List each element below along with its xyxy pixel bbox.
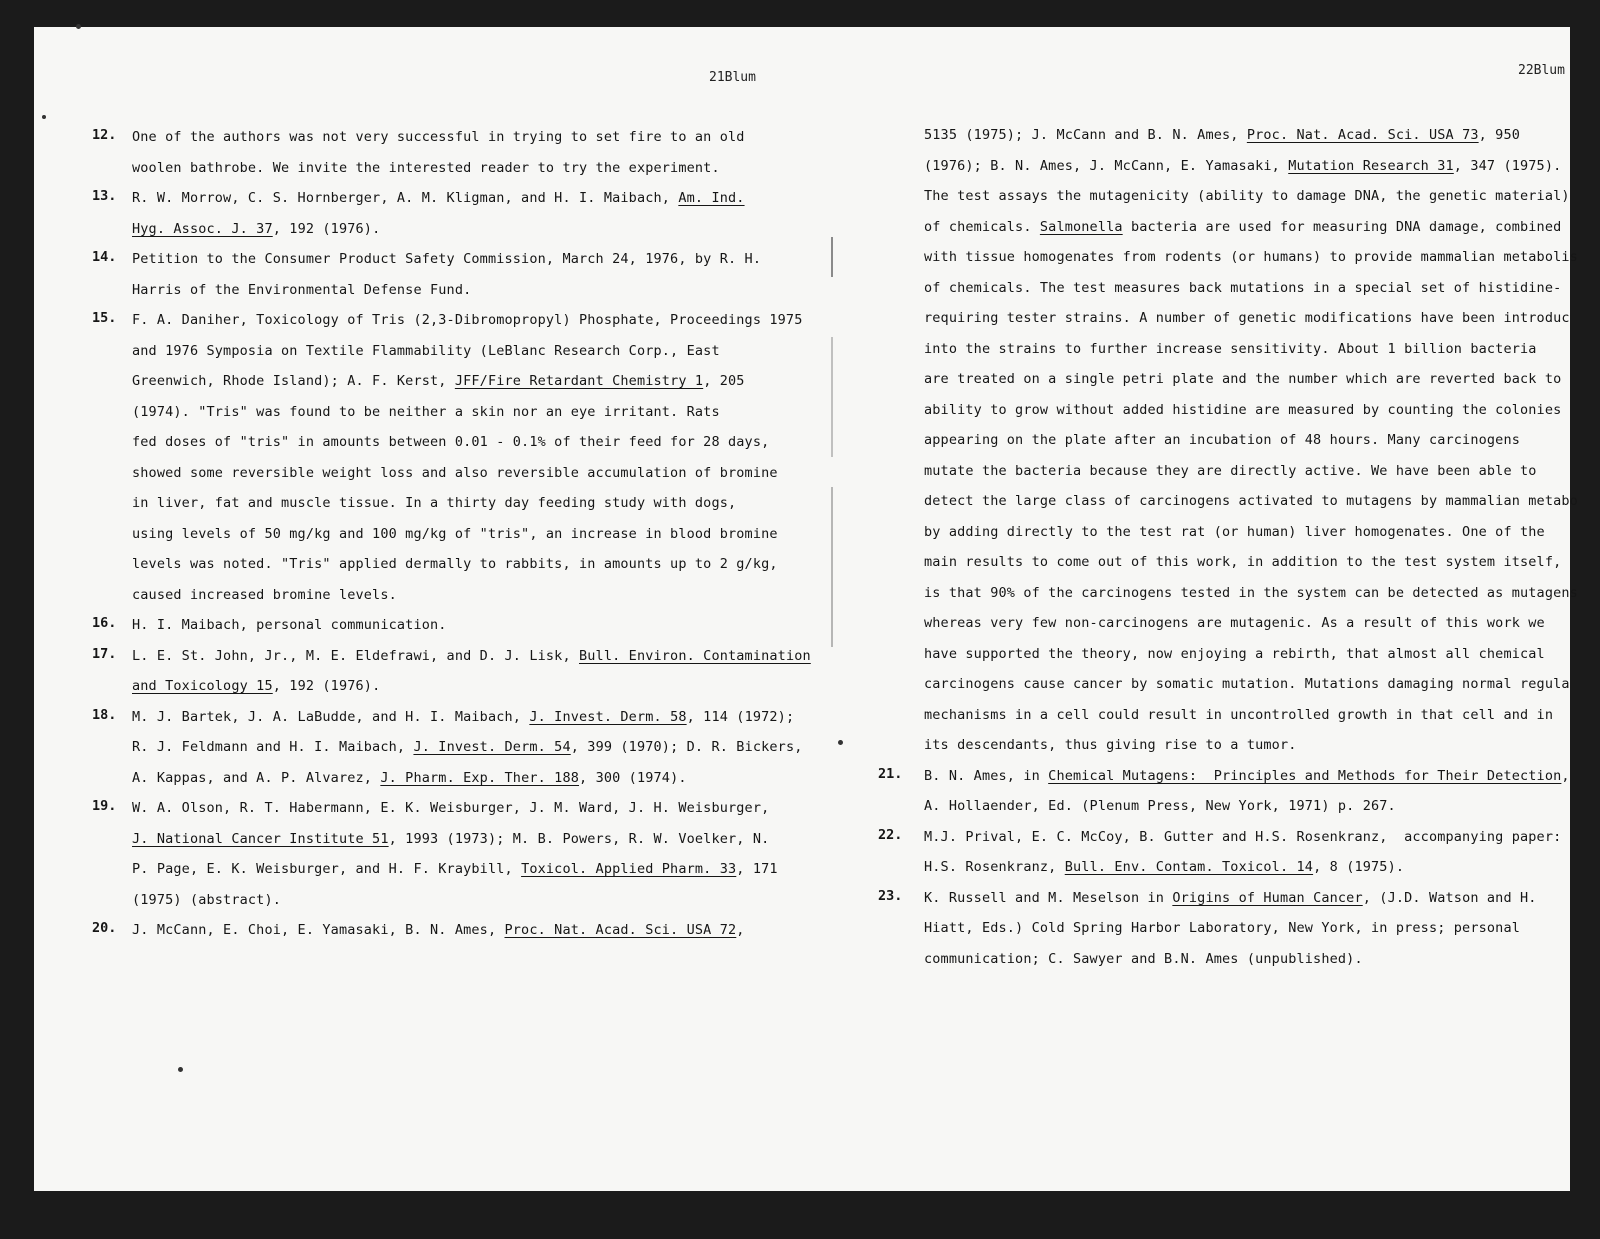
text-run: , 300 (1974). [579, 769, 687, 786]
text-run: Harris of the Environmental Defense Fund. [132, 281, 472, 298]
text-line [92, 824, 772, 855]
text-line [882, 639, 1558, 670]
reference-number: 15. [92, 310, 117, 326]
text-line [92, 458, 778, 489]
text-run: 5135 (1975); J. McCann and B. N. Ames, [924, 127, 1247, 143]
reference-number: 12. [92, 127, 117, 143]
text-line [92, 702, 795, 733]
text-line [92, 671, 772, 702]
reference-entry [878, 883, 1558, 975]
speck-mark [76, 24, 81, 29]
text-line [882, 608, 1558, 639]
citation-underlined: Origins of Human Cancer [1172, 889, 1363, 906]
text-line [882, 547, 1562, 578]
text-run: and 1976 Symposia on Textile Flammability (LeBlanc Research Corp., East [132, 342, 720, 359]
text-line [882, 883, 1558, 914]
reference-number: 19. [92, 798, 117, 814]
citation-underlined: Chemical Mutagens: Principles and Methods for Their Detection [1048, 767, 1562, 784]
text-line [92, 793, 772, 824]
text-run: H. I. Maibach, personal communication. [132, 617, 447, 633]
text-line [882, 364, 1562, 395]
text-run: H.S. Rosenkranz, [924, 859, 1065, 875]
speck-mark [42, 115, 46, 119]
page-fold-mark [831, 237, 833, 277]
text-line [882, 120, 1558, 151]
text-line [882, 791, 1558, 822]
text-run: of chemicals. [924, 218, 1040, 235]
citation-underlined: Am. Ind. [678, 190, 745, 206]
citation-underlined: J. Invest. Derm. 54 [413, 739, 571, 755]
page-fold-mark [831, 337, 833, 457]
text-run: showed some reversible weight loss and also reversible accumulation of bromine [132, 464, 778, 481]
text-run: have supported the theory, now enjoying a rebirth, that almost all chemical [924, 645, 1545, 662]
text-run: R. J. Feldmann and H. I. Maibach, [132, 739, 414, 755]
text-line [882, 517, 1558, 548]
text-line [92, 397, 772, 428]
citation-underlined: J. National Cancer Institute 51 [132, 830, 389, 847]
text-line [92, 915, 772, 946]
text-run: , 171 [736, 861, 778, 877]
text-run: in liver, fat and muscle tissue. In a thirty day feeding study with dogs, [132, 495, 737, 511]
left-page-number: 21Blum [709, 70, 756, 85]
left-reference-column [92, 122, 811, 946]
text-run: Hiatt, Eds.) Cold Spring Harbor Laboratory, New York, in press; personal [924, 920, 1520, 936]
text-line [882, 212, 1562, 243]
citation-underlined: Toxicol. Applied Pharm. 33 [521, 861, 737, 877]
text-run: W. A. Olson, R. T. Habermann, E. K. Weisburger, J. M. Ward, J. H. Weisburger, [132, 800, 770, 816]
text-line [882, 852, 1558, 883]
text-line [92, 885, 772, 916]
text-run: levels was noted. "Tris" applied dermally to rabbits, in amounts up to 2 g/kg, [132, 556, 778, 572]
text-line [882, 730, 1558, 761]
reference-number: 16. [92, 615, 117, 631]
citation-underlined: J. Invest. Derm. 58 [529, 708, 687, 725]
text-run: , [1561, 767, 1570, 784]
text-line [882, 486, 1578, 517]
text-run: (1976); B. N. Ames, J. McCann, E. Yamasaki, [924, 157, 1289, 174]
text-line [92, 305, 803, 336]
citation-underlined: Bull. Environ. Contamination [579, 647, 811, 664]
reference-number: 21. [878, 765, 903, 782]
text-line [92, 122, 772, 153]
citation-underlined: Salmonella [1039, 218, 1123, 235]
text-line [882, 273, 1562, 304]
text-line [882, 700, 1558, 731]
citation-underlined: J. Pharm. Exp. Ther. 188 [380, 769, 580, 786]
reference-entry [92, 641, 811, 702]
right-reference-column [878, 120, 1578, 974]
text-run: P. Page, E. K. Weisburger, and H. F. Kraybill, [132, 861, 522, 877]
text-run: detect the large class of carcinogens activated to mutagens by mammalian metabo [924, 493, 1578, 509]
reference-entry [92, 793, 778, 915]
reference-entry [92, 915, 772, 946]
text-run: , 1993 (1973); M. B. Powers, R. W. Voelker, N. [388, 830, 770, 847]
text-run: its descendants, thus giving rise to a tumor. [924, 737, 1297, 753]
text-line [92, 854, 778, 885]
text-run: (1975) (abstract). [132, 891, 281, 908]
reference-entry [92, 122, 772, 183]
text-run: caused increased bromine levels. [132, 586, 397, 603]
text-run: , 8 (1975). [1313, 859, 1405, 875]
right-reference-list [878, 761, 1570, 975]
text-line [882, 242, 1578, 273]
text-run: The test assays the mutagenicity (ability to damage DNA, the genetic material) [924, 188, 1570, 204]
text-line [92, 153, 772, 184]
reference-number: 20. [92, 920, 117, 936]
text-run: , (J.D. Watson and H. [1362, 889, 1537, 906]
text-line [882, 822, 1562, 853]
text-run: appearing on the plate after an incubation of 48 hours. Many carcinogens [924, 432, 1520, 448]
text-run: using levels of 50 mg/kg and 100 mg/kg of "tris", an increase in blood bromine [132, 525, 778, 542]
reference-number: 14. [92, 249, 117, 265]
text-run: mutate the bacteria because they are directly active. We have been able to [924, 462, 1537, 479]
text-run: of chemicals. The test measures back mutations in a special set of histidine- [924, 279, 1562, 296]
text-line [92, 519, 778, 550]
citation-underlined: JFF/Fire Retardant Chemistry 1 [454, 373, 704, 389]
reference-entry [92, 183, 772, 244]
reference-entry [92, 702, 803, 794]
reference-number: 18. [92, 706, 117, 723]
speck-mark [178, 1067, 183, 1072]
text-run: F. A. Daniher, Toxicology of Tris (2,3-Dibromopropyl) Phosphate, Proceedings 1975 [132, 312, 803, 328]
text-run: fed doses of "tris" in amounts between 0.01 - 0.1% of their feed for 28 days, [132, 434, 770, 450]
citation-underlined: Mutation Research 31 [1288, 157, 1454, 174]
text-run: with tissue homogenates from rodents (or humans) to provide mammalian metabolis [924, 249, 1578, 265]
text-run: , 347 (1975). [1453, 157, 1562, 174]
reference-number: 17. [92, 645, 117, 662]
text-line [92, 610, 772, 641]
text-line [92, 366, 772, 397]
text-line [882, 334, 1558, 365]
right-page-number: 22Blum [1518, 63, 1565, 78]
text-line [882, 944, 1558, 975]
reference-number: 23. [878, 887, 903, 904]
continued-note-20 [882, 120, 1578, 761]
text-line [92, 183, 772, 214]
text-run: , 399 (1970); D. R. Bickers, [570, 739, 803, 755]
text-run: carcinogens cause cancer by somatic mutation. Mutations damaging normal regula [924, 676, 1570, 692]
reference-number: 13. [92, 188, 117, 204]
page-fold-mark [831, 487, 833, 647]
text-line [92, 732, 803, 763]
text-run: A. Kappas, and A. P. Alvarez, [132, 769, 381, 786]
citation-underlined: Bull. Env. Contam. Toxicol. 14 [1064, 859, 1314, 875]
text-run: B. N. Ames, in [924, 767, 1049, 784]
text-line [92, 336, 772, 367]
reference-entry [92, 610, 772, 641]
text-run: , [736, 922, 745, 938]
text-line [882, 578, 1578, 609]
text-run: whereas very few non-carcinogens are mutagenic. As a result of this work we [924, 615, 1545, 631]
text-line [882, 151, 1562, 182]
citation-underlined: Hyg. Assoc. J. 37 [132, 220, 273, 237]
text-line [882, 913, 1558, 944]
citation-underlined: Proc. Nat. Acad. Sci. USA 73 [1246, 127, 1479, 143]
text-run: , 950 [1478, 127, 1521, 143]
text-run: ability to grow without added histidine are measured by counting the colonies [924, 401, 1562, 418]
text-line [882, 395, 1562, 426]
text-run: L. E. St. John, Jr., M. E. Eldefrawi, and D. J. Lisk, [132, 647, 579, 664]
text-run: into the strains to further increase sensitivity. About 1 billion bacteria [924, 340, 1537, 357]
reference-entry [878, 822, 1562, 883]
text-run: by adding directly to the test rat (or human) liver homogenates. One of the [924, 523, 1545, 540]
text-run: , 205 [703, 373, 745, 389]
text-line [882, 456, 1558, 487]
text-line [92, 275, 772, 306]
text-run: is that 90% of the carcinogens tested in the system can be detected as mutagens [924, 584, 1578, 601]
text-line [92, 641, 811, 672]
reference-entry [92, 244, 772, 305]
text-run: M.J. Prival, E. C. McCoy, B. Gutter and H.S. Rosenkranz, accompanying paper: [924, 828, 1562, 845]
text-line [882, 425, 1558, 456]
text-run: R. W. Morrow, C. S. Hornberger, A. M. Kligman, and H. I. Maibach, [132, 190, 679, 206]
citation-underlined: Proc. Nat. Acad. Sci. USA 72 [504, 922, 737, 938]
text-run: Greenwich, Rhode Island); A. F. Kerst, [132, 373, 455, 389]
text-line [92, 214, 772, 245]
text-run: main results to come out of this work, in addition to the test system itself, [924, 554, 1562, 570]
text-run: K. Russell and M. Meselson in [924, 889, 1173, 906]
text-run: communication; C. Sawyer and B.N. Ames (unpublished). [924, 950, 1363, 967]
text-line [92, 244, 772, 275]
text-line [92, 488, 772, 519]
text-run: mechanisms in a cell could result in uncontrolled growth in that cell and in [924, 706, 1554, 723]
text-run: , 114 (1972); [686, 708, 795, 725]
text-line [92, 580, 772, 611]
reference-entry [92, 305, 803, 610]
text-run: , 192 (1976). [272, 678, 381, 694]
text-run: J. McCann, E. Choi, E. Yamasaki, B. N. Ames, [132, 922, 505, 938]
document-sheet [34, 27, 1578, 1191]
reference-number: 22. [878, 826, 903, 843]
text-run: are treated on a single petri plate and the number which are reverted back to [924, 371, 1562, 387]
text-run: bacteria are used for measuring DNA damage, combined [1122, 218, 1562, 235]
text-run: A. Hollaender, Ed. (Plenum Press, New York, 1971) p. 267. [924, 798, 1396, 814]
text-run: (1974). "Tris" was found to be neither a skin nor an eye irritant. Rats [132, 403, 720, 420]
text-line [92, 549, 778, 580]
text-line [882, 181, 1570, 212]
text-line [92, 427, 772, 458]
text-run: , 192 (1976). [272, 220, 381, 237]
text-run: woolen bathrobe. We invite the interested reader to try the experiment. [132, 159, 720, 176]
text-run: M. J. Bartek, J. A. LaBudde, and H. I. Maibach, [132, 708, 530, 725]
citation-underlined: and Toxicology 15 [132, 678, 273, 694]
text-run: Petition to the Consumer Product Safety Commission, March 24, 1976, by R. H. [132, 251, 762, 267]
text-line [882, 303, 1570, 334]
speck-mark [838, 740, 843, 745]
text-run: One of the authors was not very successful in trying to set fire to an old [132, 129, 745, 145]
text-line [92, 763, 772, 794]
text-line [882, 669, 1570, 700]
text-line [882, 761, 1570, 792]
text-run: requiring tester strains. A number of genetic modifications have been introduc [924, 310, 1570, 326]
reference-entry [878, 761, 1570, 822]
